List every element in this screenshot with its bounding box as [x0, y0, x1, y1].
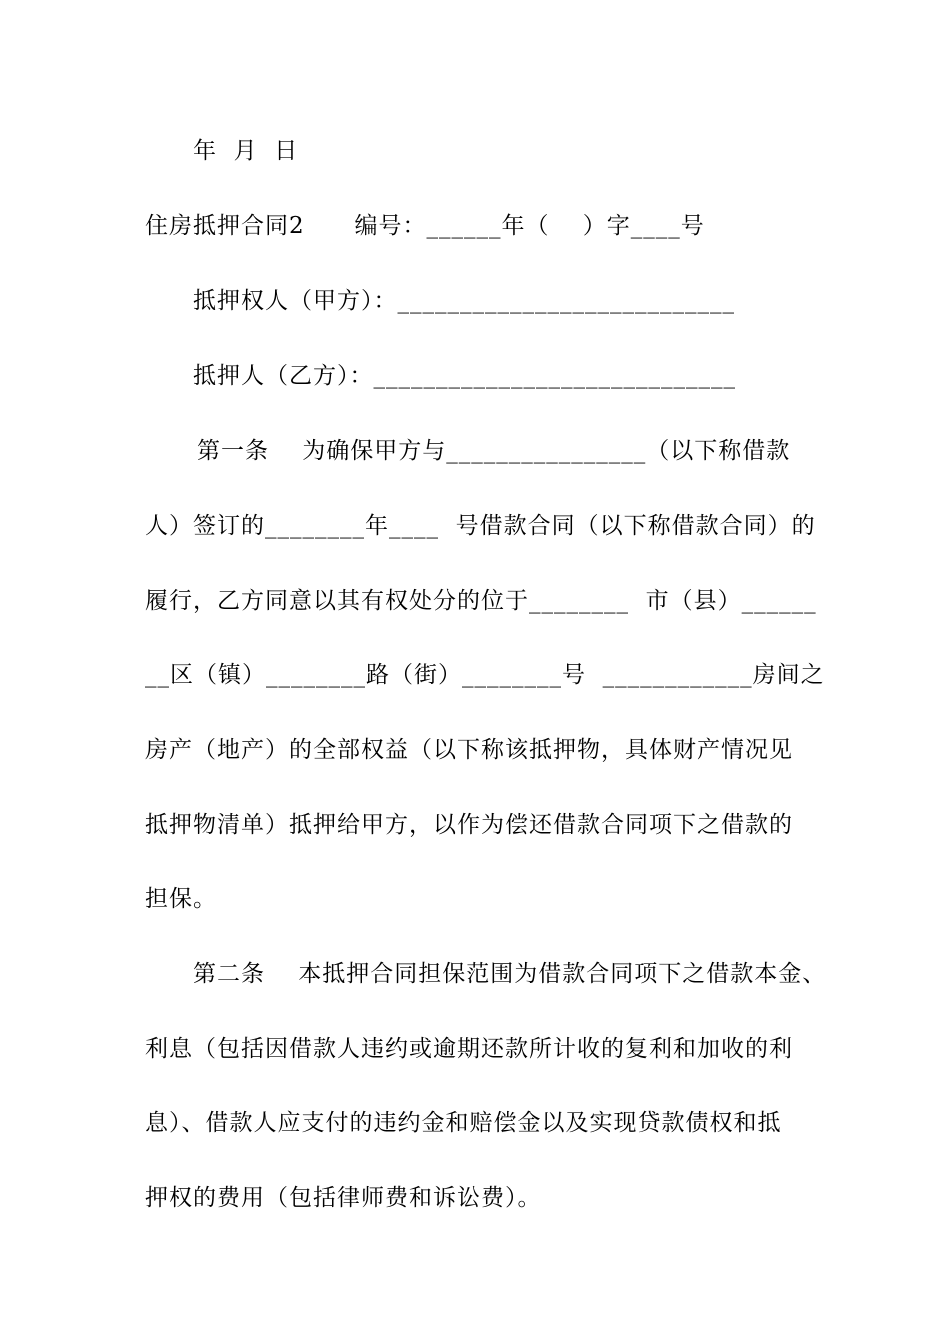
article-1-line-6: 抵押物清单）抵押给甲方，以作为偿还借款合同项下之借款的: [145, 812, 793, 838]
contract-title-number: 住房抵押合同2 编号：______年（ ）字____号: [145, 213, 705, 239]
article-1-line-3: 履行，乙方同意以其有权处分的位于________ 市（县）______: [145, 588, 817, 614]
article-2-line-2: 利息（包括因借款人违约或逾期还款所计收的复利和加收的利: [145, 1036, 793, 1062]
article-2-line-4: 押权的费用（包括律师费和诉讼费）。: [145, 1185, 542, 1211]
date-line: 年 月 日: [193, 138, 299, 164]
article-1-line-1: 第一条 为确保甲方与________________（以下称借款: [197, 438, 791, 464]
article-1-line-2: 人）签订的________年____ 号借款合同（以下称借款合同）的: [145, 513, 816, 539]
article-1-line-4: __区（镇）________路（街）________号 ____________房间之: [145, 662, 825, 688]
article-1-line-5: 房产（地产）的全部权益（以下称该抵押物，具体财产情况见: [145, 737, 793, 763]
mortgagor-line: 抵押人（乙方）：_____________________________: [193, 363, 736, 389]
article-1-line-7: 担保。: [145, 886, 217, 912]
article-2-line-3: 息）、借款人应支付的违约金和赔偿金以及实现贷款债权和抵: [145, 1110, 782, 1136]
article-2-line-1: 第二条 本抵押合同担保范围为借款合同项下之借款本金、: [193, 961, 827, 987]
mortgagee-line: 抵押权人（甲方）：___________________________: [193, 288, 735, 314]
